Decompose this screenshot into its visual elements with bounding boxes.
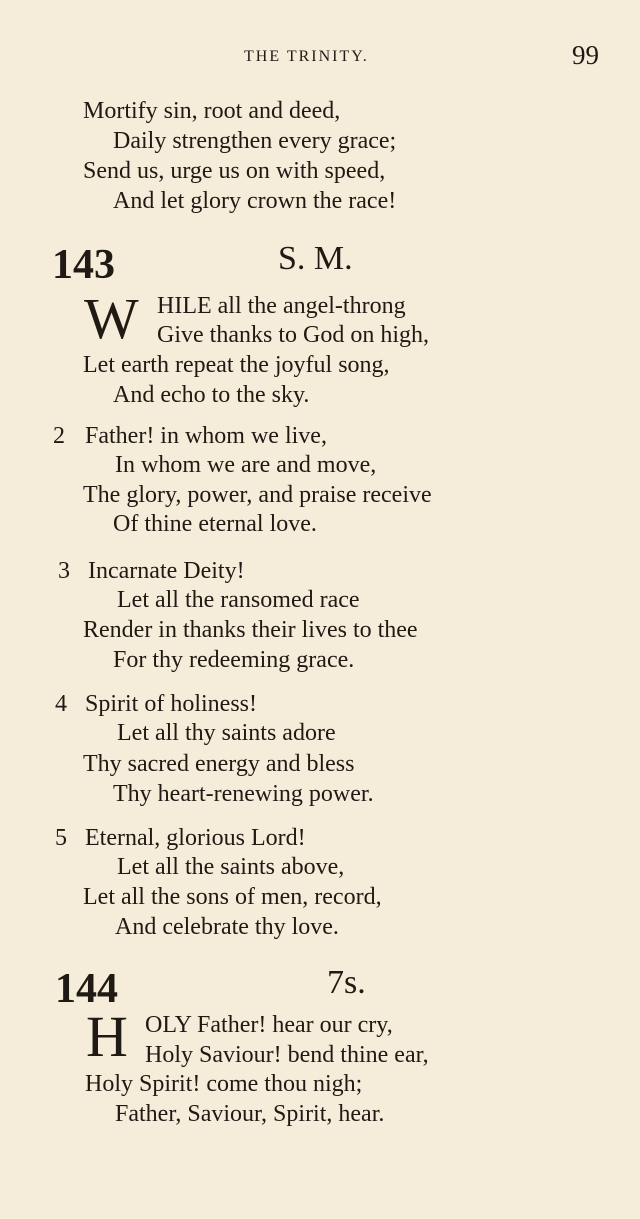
hymn-number: 144 <box>55 966 118 1012</box>
verse-line: Father, Saviour, Spirit, hear. <box>115 1101 385 1127</box>
verse-line: Render in thanks their lives to thee <box>83 617 418 643</box>
verse-line: And celebrate thy love. <box>115 914 339 940</box>
hymn-number: 143 <box>52 242 115 288</box>
hymn-meter: 7s. <box>327 964 366 1001</box>
page-number: 99 <box>572 40 599 70</box>
verse-line: Let all thy saints adore <box>117 720 336 746</box>
verse-line: Holy Saviour! bend thine ear, <box>145 1042 429 1068</box>
verse-line: Let all the sons of men, record, <box>83 884 382 910</box>
verse-line: For thy redeeming grace. <box>113 647 355 673</box>
verse-line: Let earth repeat the joyful song, <box>83 352 390 378</box>
verse-line: Mortify sin, root and deed, <box>83 98 341 124</box>
verse-line: HILE all the angel-throng <box>157 293 406 319</box>
verse-number: 5 <box>55 825 67 851</box>
verse-line: Let all the saints above, <box>117 854 345 880</box>
verse-line: Spirit of holiness! <box>85 691 257 717</box>
verse-line: The glory, power, and praise receive <box>83 482 432 508</box>
verse-line: Thy sacred energy and bless <box>83 751 355 777</box>
verse-line: And let glory crown the race! <box>113 188 397 214</box>
verse-line: Daily strengthen every grace; <box>113 128 397 154</box>
verse-line: And echo to the sky. <box>113 382 310 408</box>
verse-line: OLY Father! hear our cry, <box>145 1012 393 1038</box>
drop-cap: W <box>84 286 139 351</box>
verse-line: Eternal, glorious Lord! <box>85 825 306 851</box>
verse-line: Thy heart-renewing power. <box>113 781 374 807</box>
verse-line: Give thanks to God on high, <box>157 322 429 348</box>
verse-line: In whom we are and move, <box>115 452 377 478</box>
verse-number: 3 <box>58 558 70 584</box>
verse-number: 2 <box>53 423 65 449</box>
verse-line: Holy Spirit! come thou nigh; <box>85 1071 363 1097</box>
verse-line: Of thine eternal love. <box>113 511 317 537</box>
drop-cap: H <box>86 1004 128 1069</box>
verse-line: Send us, urge us on with speed, <box>83 158 386 184</box>
running-title: THE TRINITY. <box>244 48 369 65</box>
verse-line: Father! in whom we live, <box>85 423 327 449</box>
verse-line: Let all the ransomed race <box>117 587 360 613</box>
verse-number: 4 <box>55 691 67 717</box>
hymn-meter: S. M. <box>278 240 353 277</box>
verse-line: Incarnate Deity! <box>88 558 245 584</box>
